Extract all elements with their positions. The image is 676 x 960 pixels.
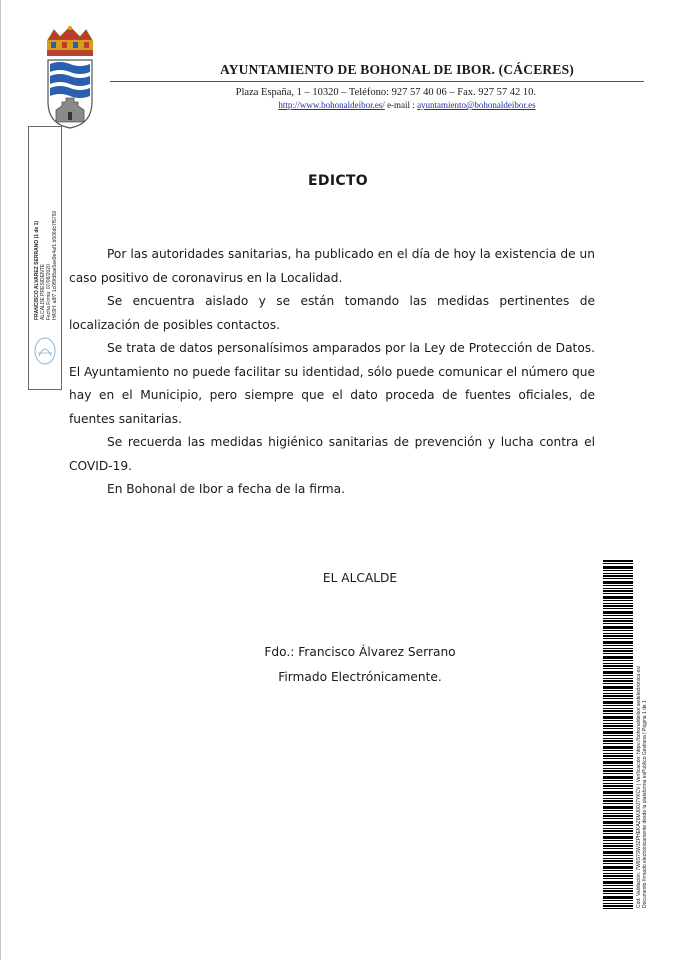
email-link[interactable]: ayuntamiento@bohonaldeibor.es bbox=[417, 100, 536, 110]
email-label: e-mail : bbox=[387, 100, 415, 110]
barcode bbox=[603, 560, 633, 910]
page-edge bbox=[0, 0, 1, 960]
stamp-date: Fecha Firma: 07/08/2020 bbox=[46, 264, 52, 320]
body-paragraph: Por las autoridades sanitarias, ha publicado en el día de hoy la existencia de un caso positivo de coronavirus en la Localidad. bbox=[69, 247, 595, 285]
contact-line bbox=[110, 99, 644, 111]
body-paragraph: En Bohonal de Ibor a fecha de la firma. bbox=[107, 482, 345, 496]
signature-name: Fdo.: Francisco Álvarez Serrano bbox=[264, 645, 456, 659]
verification-platform: Documento firmado electrónicamente desde la plataforma esPublico Gestiona | Página 1 de 1 bbox=[642, 700, 648, 908]
organization-address: Plaza España, 1 – 10320 – Teléfono: 927 57 40 06 – Fax. 927 57 42 10. bbox=[235, 87, 536, 98]
signature-role: EL ALCALDE bbox=[322, 571, 398, 585]
document-title: EDICTO bbox=[308, 173, 368, 189]
verification-code: Cód. Validación: 7W9S7SW3ZPHEKAZ6MJ00J7YKCV | Verificación: https://bohonaldeibor.sedelectronica.es/ bbox=[636, 665, 642, 908]
signature-note: Firmado Electrónicamente. bbox=[278, 670, 442, 684]
seal-icon bbox=[33, 334, 57, 368]
signature-stamp-text bbox=[34, 140, 58, 320]
body-paragraph: Se recuerda las medidas higiénico sanitarias de prevención y lucha contra el COVID-19. bbox=[69, 435, 595, 473]
coat-of-arms-icon bbox=[42, 26, 98, 130]
verification-text bbox=[636, 568, 648, 908]
body-paragraph: Se encuentra aislado y se están tomando las medidas pertinentes de localización de posibles contactos. bbox=[69, 294, 595, 332]
body-paragraph: Se trata de datos personalísimos amparados por la Ley de Protección de Datos. El Ayuntamiento no puede facilitar su identidad, sólo puede comunicar el número que hay en el Municipio, pero siempre que el dato proceda de fuentes oficiales, de fuentes sanitarias. bbox=[69, 341, 595, 426]
stamp-hash: HASH: a8f7 1c0f9fd8ae5ee9e4af1 b506dc7f5750 bbox=[52, 210, 58, 320]
website-link[interactable]: http://www.bohonaldeibor.es/ bbox=[278, 100, 385, 110]
letterhead bbox=[110, 62, 644, 111]
stamp-signer: FRANCISCO ALVAREZ SERRANO (1 de 1) bbox=[34, 220, 40, 320]
header-divider bbox=[110, 81, 644, 82]
organization-name: AYUNTAMIENTO DE BOHONAL DE IBOR. (CÁCERES) bbox=[220, 62, 574, 77]
signature-block bbox=[160, 640, 560, 690]
stamp-role: ALCALDE PRESIDENTE bbox=[40, 263, 46, 320]
document-body bbox=[69, 243, 595, 502]
